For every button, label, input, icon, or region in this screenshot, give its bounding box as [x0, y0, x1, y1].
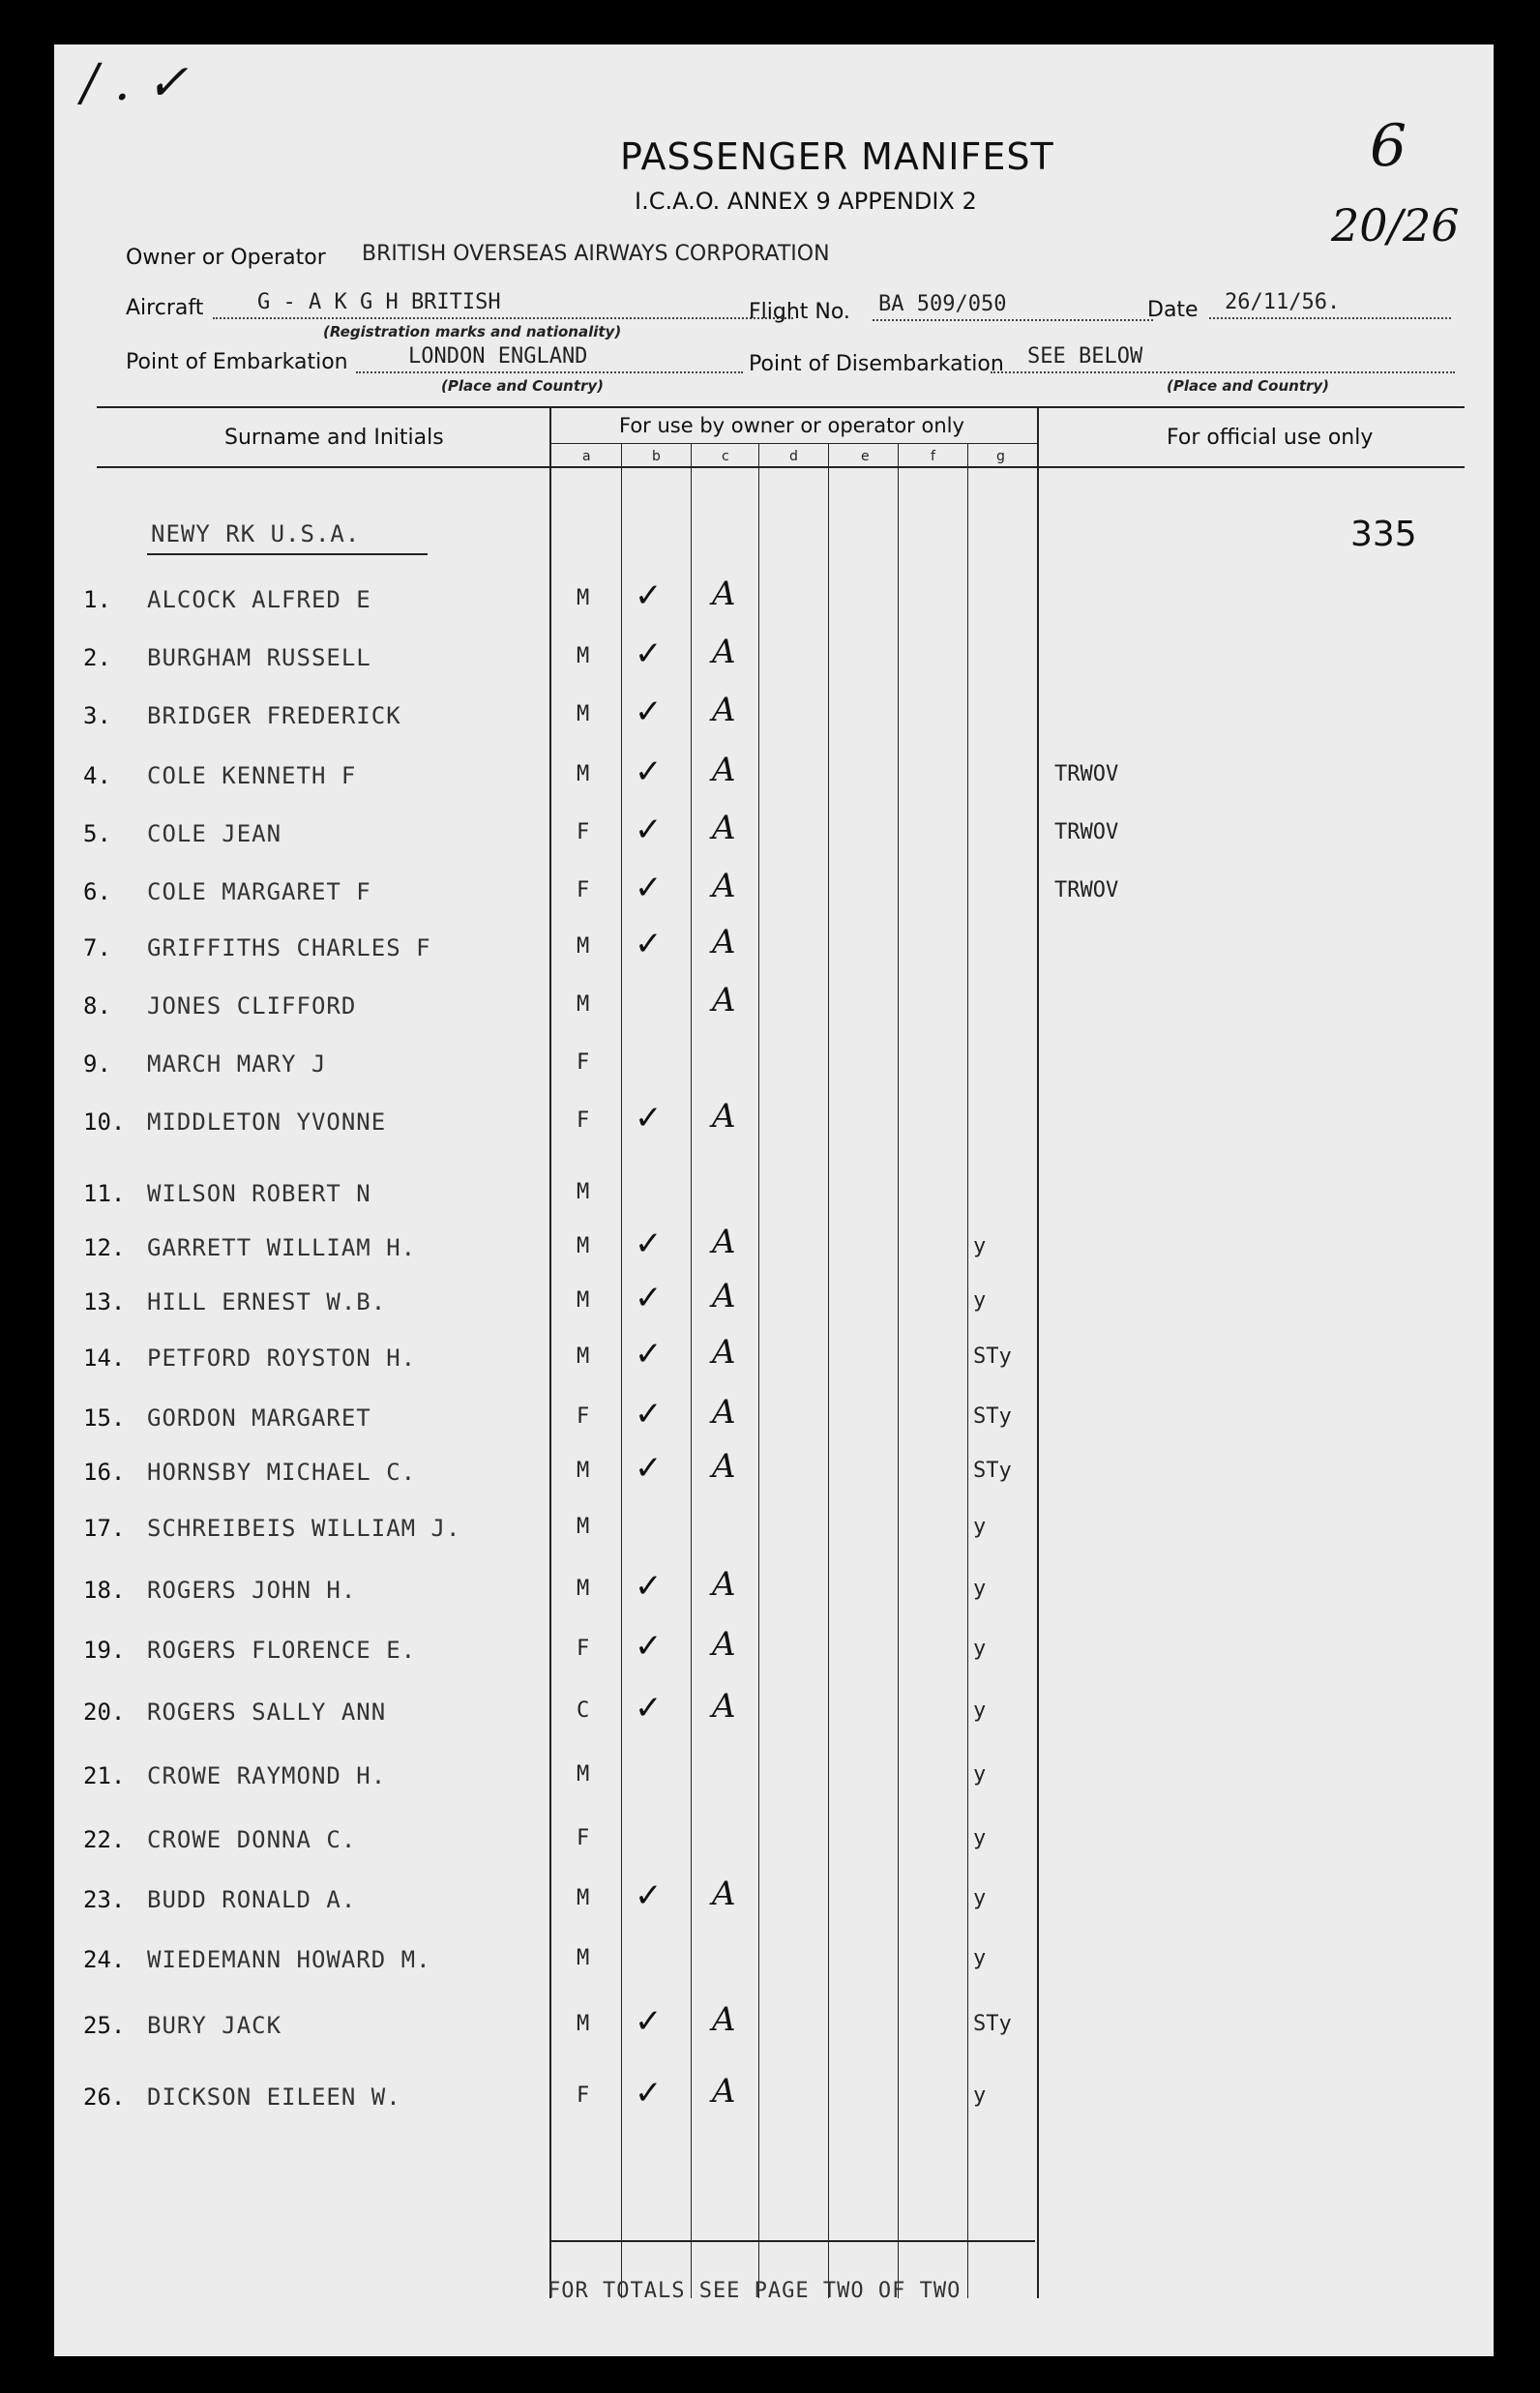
page-subtitle: I.C.A.O. ANNEX 9 APPENDIX 2: [635, 188, 977, 215]
check-mark: ✓: [635, 1689, 663, 1728]
arrival-mark: A: [712, 1565, 736, 1604]
passenger-name: ROGERS JOHN H.: [147, 1577, 357, 1604]
sex-code: F: [577, 1050, 590, 1075]
arrival-mark: A: [712, 751, 736, 789]
row-number: 16.: [83, 1459, 126, 1486]
arrival-mark: A: [712, 1625, 736, 1664]
passenger-name: COLE MARGARET F: [147, 878, 371, 905]
check-mark: ✓: [635, 811, 663, 849]
manifest-sheet: [54, 44, 1494, 2356]
row-number: 23.: [83, 1886, 126, 1913]
arrival-mark: A: [712, 1223, 736, 1261]
sex-code: F: [577, 1404, 590, 1429]
row-number: 3.: [83, 702, 111, 729]
passenger-name: BURY JACK: [147, 2012, 282, 2039]
row-number: 17.: [83, 1515, 126, 1542]
passenger-name: BRIDGER FREDERICK: [147, 702, 401, 729]
sex-code: M: [577, 1234, 590, 1258]
row-number: 12.: [83, 1234, 126, 1261]
passenger-name: COLE JEAN: [147, 820, 282, 847]
col-letter-g: g: [996, 449, 1005, 464]
passenger-name: CROWE RAYMOND H.: [147, 1762, 387, 1789]
row-number: 18.: [83, 1577, 126, 1604]
check-mark: ✓: [635, 1279, 663, 1317]
page-title: PASSENGER MANIFEST: [620, 135, 1054, 178]
sex-code: M: [577, 1886, 590, 1910]
passenger-name: BUDD RONALD A.: [147, 1886, 357, 1913]
check-mark: ✓: [635, 1395, 663, 1433]
row-number: 13.: [83, 1288, 126, 1315]
row-number: 9.: [83, 1050, 111, 1078]
arrival-mark: A: [712, 867, 736, 905]
arrival-mark: A: [712, 2072, 736, 2111]
passenger-name: WILSON ROBERT N: [147, 1180, 371, 1207]
passenger-name: ROGERS SALLY ANN: [147, 1699, 387, 1726]
arrival-mark: A: [712, 691, 736, 729]
check-mark: ✓: [635, 2074, 663, 2112]
sex-code: M: [577, 934, 590, 959]
passenger-name: JONES CLIFFORD: [147, 992, 357, 1019]
arrival-mark: A: [712, 923, 736, 961]
passenger-name: GORDON MARGARET: [147, 1404, 371, 1432]
passenger-name: BURGHAM RUSSELL: [147, 644, 371, 671]
sex-code: M: [577, 644, 590, 668]
disembark-note: (Place and Country): [1167, 377, 1330, 395]
sex-code: F: [577, 1637, 590, 1661]
column-g-code: y: [973, 1515, 987, 1539]
owner-value: BRITISH OVERSEAS AIRWAYS CORPORATION: [362, 242, 830, 266]
column-header-official: For official use only: [1167, 426, 1374, 450]
corner-marks: / . ✓: [81, 54, 189, 112]
passenger-name: ROGERS FLORENCE E.: [147, 1637, 417, 1664]
sex-code: M: [577, 586, 590, 610]
column-g-code: y: [973, 1826, 987, 1850]
passenger-name: DICKSON EILEEN W.: [147, 2083, 401, 2111]
flight-value: BA 509/050: [878, 292, 1007, 316]
sex-code: M: [577, 992, 590, 1017]
column-g-code: STy: [973, 1344, 1012, 1369]
column-g-code: y: [973, 1699, 987, 1723]
sex-code: M: [577, 1344, 590, 1369]
embark-label: Point of Embarkation: [126, 350, 348, 374]
page-number: 6: [1370, 112, 1407, 180]
arrival-mark: A: [712, 809, 736, 847]
check-mark: ✓: [635, 1099, 663, 1137]
sex-code: M: [577, 762, 590, 786]
sex-code: C: [577, 1699, 590, 1723]
arrival-mark: A: [712, 1333, 736, 1372]
check-mark: ✓: [635, 576, 663, 615]
check-mark: ✓: [635, 1335, 663, 1374]
col-letter-d: d: [789, 449, 798, 464]
column-header-owner: For use by owner or operator only: [619, 414, 964, 437]
passenger-name: CROWE DONNA C.: [147, 1826, 357, 1853]
check-mark: ✓: [635, 1225, 663, 1263]
official-code: TRWOV: [1054, 820, 1119, 844]
passenger-name: WIEDEMANN HOWARD M.: [147, 1946, 431, 1973]
arrival-mark: A: [712, 981, 736, 1019]
sex-code: M: [577, 1459, 590, 1483]
sex-code: M: [577, 1577, 590, 1601]
sex-code: M: [577, 1180, 590, 1204]
passenger-name: HILL ERNEST W.B.: [147, 1288, 387, 1315]
column-g-code: y: [973, 1886, 987, 1910]
row-number: 10.: [83, 1108, 126, 1136]
passenger-name: HORNSBY MICHAEL C.: [147, 1459, 417, 1486]
destination-heading: NEWY RK U.S.A.: [151, 520, 361, 547]
passenger-name: PETFORD ROYSTON H.: [147, 1344, 417, 1372]
disembark-label: Point of Disembarkation: [749, 352, 1004, 376]
arrival-mark: A: [712, 1447, 736, 1486]
sex-code: F: [577, 820, 590, 844]
sex-code: M: [577, 2012, 590, 2036]
row-number: 1.: [83, 586, 111, 613]
aircraft-label: Aircraft: [126, 296, 204, 320]
sex-code: F: [577, 1108, 590, 1133]
row-number: 8.: [83, 992, 111, 1019]
sex-code: M: [577, 1288, 590, 1313]
check-mark: ✓: [635, 1627, 663, 1666]
row-number: 2.: [83, 644, 111, 671]
row-number: 22.: [83, 1826, 126, 1853]
official-number: 335: [1350, 515, 1417, 554]
sex-code: M: [577, 702, 590, 726]
passenger-name: GRIFFITHS CHARLES F: [147, 934, 431, 961]
col-letter-c: c: [722, 449, 729, 464]
check-mark: ✓: [635, 869, 663, 907]
row-number: 25.: [83, 2012, 126, 2039]
check-mark: ✓: [635, 1567, 663, 1606]
official-code: TRWOV: [1054, 878, 1119, 902]
row-number: 6.: [83, 878, 111, 905]
arrival-mark: A: [712, 1393, 736, 1432]
aircraft-note: (Registration marks and nationality): [323, 323, 622, 340]
column-g-code: STy: [973, 1404, 1012, 1429]
column-g-code: y: [973, 1762, 987, 1787]
arrival-mark: A: [712, 633, 736, 671]
sex-code: M: [577, 1762, 590, 1787]
row-number: 14.: [83, 1344, 126, 1372]
arrival-mark: A: [712, 1875, 736, 1913]
check-mark: ✓: [635, 753, 663, 791]
embark-value: LONDON ENGLAND: [408, 344, 588, 369]
col-letter-e: e: [861, 449, 870, 464]
aircraft-value: G - A K G H BRITISH: [257, 290, 501, 314]
sex-code: F: [577, 1826, 590, 1850]
check-mark: ✓: [635, 693, 663, 731]
embark-note: (Place and Country): [441, 377, 605, 395]
arrival-mark: A: [712, 1687, 736, 1726]
check-mark: ✓: [635, 2002, 663, 2041]
passenger-name: MIDDLETON YVONNE: [147, 1108, 387, 1136]
arrival-mark: A: [712, 2000, 736, 2039]
passenger-name: ALCOCK ALFRED E: [147, 586, 371, 613]
page-fraction: 20/26: [1331, 199, 1460, 251]
disembark-value: SEE BELOW: [1027, 344, 1143, 369]
flight-label: Flight No.: [749, 300, 850, 324]
sex-code: F: [577, 878, 590, 902]
row-number: 11.: [83, 1180, 126, 1207]
passenger-name: SCHREIBEIS WILLIAM J.: [147, 1515, 461, 1542]
column-g-code: y: [973, 1946, 987, 1970]
row-number: 7.: [83, 934, 111, 961]
owner-label: Owner or Operator: [126, 246, 326, 270]
column-g-code: STy: [973, 1459, 1012, 1483]
column-g-code: y: [973, 1234, 987, 1258]
passenger-name: GARRETT WILLIAM H.: [147, 1234, 417, 1261]
arrival-mark: A: [712, 1277, 736, 1315]
check-mark: ✓: [635, 1449, 663, 1488]
column-g-code: y: [973, 1288, 987, 1313]
sex-code: M: [577, 1946, 590, 1970]
column-g-code: y: [973, 2083, 987, 2108]
row-number: 26.: [83, 2083, 126, 2111]
column-g-code: STy: [973, 2012, 1012, 2036]
row-number: 4.: [83, 762, 111, 789]
sex-code: M: [577, 1515, 590, 1539]
col-letter-a: a: [582, 449, 591, 464]
passenger-name: COLE KENNETH F: [147, 762, 357, 789]
check-mark: ✓: [635, 1876, 663, 1915]
totals-note: FOR TOTALS SEE PAGE TWO OF TWO: [548, 2279, 962, 2303]
check-mark: ✓: [635, 925, 663, 963]
col-letter-b: b: [652, 449, 661, 464]
col-letter-f: f: [931, 449, 935, 464]
sex-code: F: [577, 2083, 590, 2108]
column-g-code: y: [973, 1577, 987, 1601]
official-code: TRWOV: [1054, 762, 1119, 786]
check-mark: ✓: [635, 635, 663, 673]
row-number: 5.: [83, 820, 111, 847]
column-header-name: Surname and Initials: [224, 426, 444, 450]
row-number: 21.: [83, 1762, 126, 1789]
passenger-name: MARCH MARY J: [147, 1050, 327, 1078]
date-value: 26/11/56.: [1225, 290, 1341, 314]
row-number: 24.: [83, 1946, 126, 1973]
row-number: 19.: [83, 1637, 126, 1664]
column-g-code: y: [973, 1637, 987, 1661]
arrival-mark: A: [712, 575, 736, 613]
date-label: Date: [1147, 298, 1199, 322]
arrival-mark: A: [712, 1097, 736, 1136]
row-number: 20.: [83, 1699, 126, 1726]
row-number: 15.: [83, 1404, 126, 1432]
